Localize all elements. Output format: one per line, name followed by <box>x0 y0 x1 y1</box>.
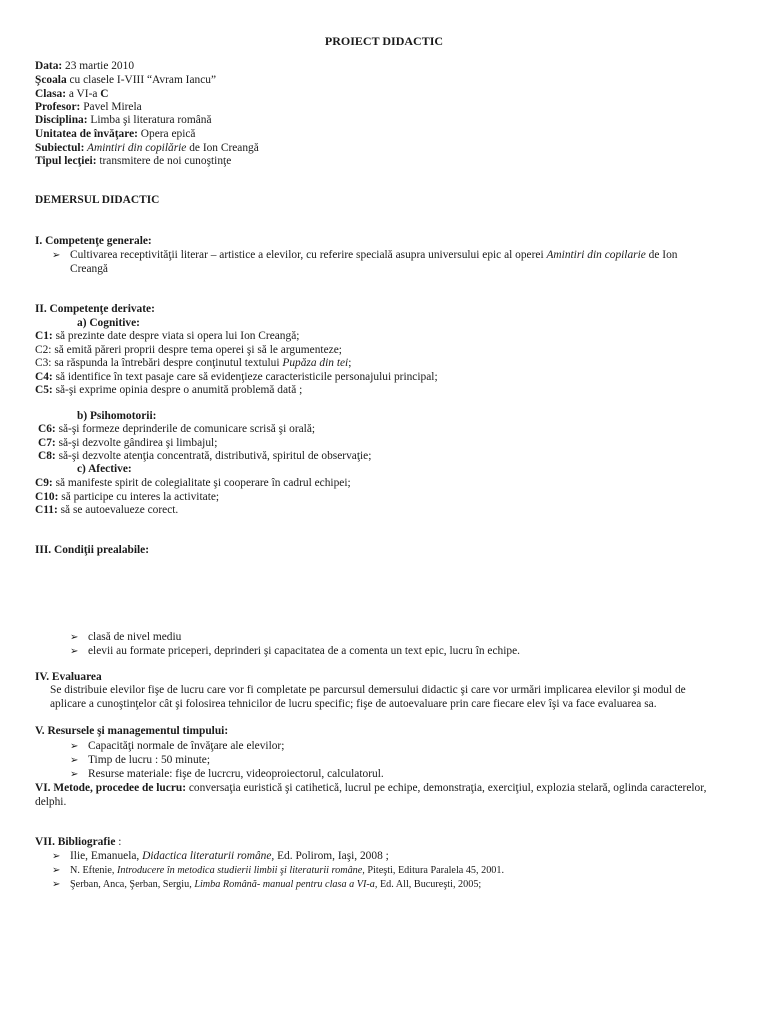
competence-c7: C7: să-şi dezvolte gândirea şi limbajul; <box>38 437 218 449</box>
bullet-arrow-icon: ➢ <box>52 865 61 876</box>
section6-line-2: delphi. <box>35 796 67 808</box>
subheading-psihomotorii: b) Psihomotorii: <box>77 410 157 422</box>
bullet-arrow-icon: ➢ <box>52 851 61 862</box>
header-scoala: Şcoala cu clasele I-VIII “Avram Iancu” <box>35 74 217 86</box>
section4-paragraph-line-1: Se distribuie elevilor fişe de lucru care vor fi completate pe parcursul demersului didactic şi care vor urmări implicarea elevilor şi modul de <box>50 684 686 696</box>
section3-heading: III. Condiţii prealabile: <box>35 544 150 556</box>
competence-c5: C5: să-şi exprime opinia despre o anumită problemă dată ; <box>35 384 303 396</box>
section3-item-2: ➢ elevii au formate priceperi, deprinderi şi capacitatea de a comenta un text epic, lucru în echipe. <box>70 645 521 657</box>
header-subiectul: Subiectul: Amintiri din copilărie de Ion Creangă <box>35 142 259 154</box>
bullet-arrow-icon: ➢ <box>70 741 79 752</box>
competence-c6: C6: să-şi formeze deprinderile de comunicare scrisă şi orală; <box>38 423 316 435</box>
demersul-heading: DEMERSUL DIDACTIC <box>35 194 160 206</box>
section3-item-1: ➢ clasă de nivel mediu <box>70 631 182 643</box>
section4-heading: IV. Evaluarea <box>35 671 102 683</box>
competence-c3: C3: sa răspunda la întrebări despre conţinutul textului Pupăza din tei; <box>35 357 352 369</box>
section5-item-1: ➢ Capacităţi normale de învăţare ale elevilor; <box>70 740 285 752</box>
bullet-arrow-icon: ➢ <box>70 755 79 766</box>
competence-c9: C9: să manifeste spirit de colegialitate şi cooperare în cadrul echipei; <box>35 477 351 489</box>
bullet-arrow-icon: ➢ <box>70 646 79 657</box>
section7-heading: VII. Bibliografie : <box>35 836 122 848</box>
section1-bullet-cont: Creangă <box>70 263 108 275</box>
bullet-arrow-icon: ➢ <box>52 250 61 261</box>
subheading-cognitive: a) Cognitive: <box>77 317 140 329</box>
section1-bullet: ➢ Cultivarea receptivităţii literar – artistice a elevilor, cu referire specială asupra universului epic al operei Amintiri din copilarie de Ion <box>52 249 678 261</box>
bullet-arrow-icon: ➢ <box>70 769 79 780</box>
competence-c4: C4: să identifice în text pasaje care să evidenţieze caracteristicile personajului principal; <box>35 371 438 383</box>
bullet-arrow-icon: ➢ <box>70 632 79 643</box>
competence-c10: C10: să participe cu interes la activitate; <box>35 491 220 503</box>
competence-c11: C11: să se autoevalueze corect. <box>35 504 179 516</box>
section2-heading: II. Competenţe derivate: <box>35 303 155 315</box>
header-unitatea: Unitatea de învăţare: Opera epică <box>35 128 196 140</box>
header-data: Data: 23 martie 2010 <box>35 60 135 72</box>
section5-item-3: ➢ Resurse materiale: fişe de lucrcru, videoproiectorul, calculatorul. <box>70 768 384 780</box>
bullet-arrow-icon: ➢ <box>52 879 61 890</box>
bibliography-item-3: ➢ Şerban, Anca, Şerban, Sergiu, Limba Română- manual pentru clasa a VI-a, Ed. All, Bucureşti, 2005; <box>52 879 482 890</box>
section5-heading: V. Resursele şi managementul timpului: <box>35 725 229 737</box>
document-title: PROIECT DIDACTIC <box>324 34 444 48</box>
competence-c1: C1: să prezinte date despre viata si opera lui Ion Creangă; <box>35 330 300 342</box>
section6-line-1: VI. Metode, procedee de lucru: conversaţia euristică şi catihetică, lucrul pe echipe, demonstraţia, exerciţiul, explozia stelară, oglinda caracterelor, <box>35 782 707 794</box>
header-profesor: Profesor: Pavel Mirela <box>35 101 142 113</box>
competence-c8: C8: să-şi dezvolte atenţia concentrată, distributivă, spiritul de observaţie; <box>38 450 372 462</box>
competence-c2: C2: să emită păreri proprii despre tema operei şi să le argumenteze; <box>35 344 342 356</box>
header-tipul: Tipul lecţiei: transmitere de noi cunoştinţe <box>35 155 232 167</box>
header-disciplina: Disciplina: Limba şi literatura română <box>35 114 212 126</box>
header-clasa: Clasa: a VI-a C <box>35 88 109 100</box>
section4-paragraph-line-2: aplicare a cunoştinţelor cât şi folosirea tehnicilor de lucru specific; fişe de autoevaluare prin care fiecare elev îşi va face evaluarea sa. <box>50 698 657 710</box>
section1-heading: I. Competenţe generale: <box>35 235 152 247</box>
bibliography-item-2: ➢ N. Eftenie, Introducere în metodica studierii limbii şi literaturii române, Piteşti, Editura Paralela 45, 2001. <box>52 865 505 876</box>
section5-item-2: ➢ Timp de lucru : 50 minute; <box>70 754 211 766</box>
bibliography-item-1: ➢ Ilie, Emanuela, Didactica literaturii române, Ed. Polirom, Iaşi, 2008 ; <box>52 850 389 862</box>
subheading-afective: c) Afective: <box>77 463 132 475</box>
